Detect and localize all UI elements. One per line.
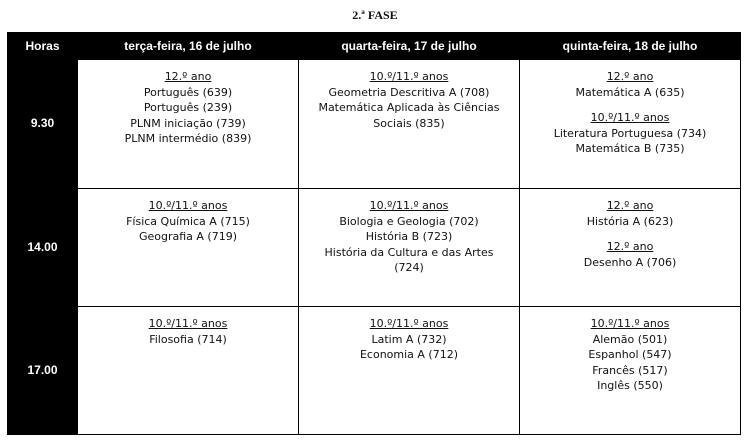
exam-item: Espanhol (547) — [588, 348, 672, 361]
exam-item: Geografia A (719) — [138, 230, 238, 243]
exam-item: Matemática B (735) — [575, 142, 685, 155]
exam-item: Física Química A (715) — [126, 214, 250, 228]
exam-schedule-table — [7, 32, 741, 435]
hours-header: Horas — [8, 33, 78, 60]
time-slot: 9.30 — [8, 60, 78, 189]
day-header-tuesday: terça-feira, 16 de julho — [78, 33, 299, 60]
header-row — [8, 33, 741, 60]
table-row — [8, 60, 741, 189]
year-heading: 10.º/11.º anos — [148, 199, 228, 212]
exam-item: Alemão (501) — [592, 332, 668, 346]
schedule-cell — [299, 189, 520, 307]
table-row — [8, 189, 741, 307]
exam-item: Francês (517) — [592, 363, 668, 377]
year-heading: 10.º/11.º anos — [148, 317, 228, 330]
exam-item: Português (239) — [143, 101, 233, 114]
schedule-cell — [520, 60, 741, 189]
exam-item: (724) — [394, 261, 424, 274]
exam-item: História A (623) — [586, 214, 674, 228]
exam-item: Geometria Descritiva A (708) — [328, 85, 490, 99]
exam-item: Desenho A (706) — [583, 255, 677, 269]
exam-item: Literatura Portuguesa (734) — [553, 126, 707, 140]
time-slot: 17.00 — [8, 307, 78, 435]
exam-item: Sociais (835) — [373, 116, 445, 130]
exam-item: Economia A (712) — [359, 348, 459, 361]
exam-item: Biologia e Geologia (702) — [339, 214, 479, 228]
year-heading: 10.º/11.º anos — [590, 317, 670, 330]
schedule-cell — [299, 60, 520, 189]
schedule-cell — [78, 60, 299, 189]
year-heading: 10.º/11.º anos — [369, 199, 449, 212]
exam-item: Matemática A (635) — [575, 85, 685, 99]
year-heading: 12.º ano — [164, 70, 212, 83]
schedule-cell — [78, 189, 299, 307]
exam-item: História B (723) — [365, 230, 453, 243]
time-slot: 14.00 — [8, 189, 78, 307]
schedule-cell — [78, 307, 299, 435]
exam-item: Português (639) — [143, 85, 233, 99]
exam-item: Matemática Aplicada às Ciências — [318, 101, 500, 114]
day-header-thursday: quinta-feira, 18 de julho — [520, 33, 741, 60]
exam-item: História da Cultura e das Artes — [324, 245, 494, 259]
day-header-wednesday: quarta-feira, 17 de julho — [299, 33, 520, 60]
schedule-cell — [520, 307, 741, 435]
year-heading: 12.º ano — [606, 199, 654, 212]
year-heading: 12.º ano — [606, 240, 654, 253]
page-title: 2.ª FASE — [352, 8, 398, 22]
exam-item: Filosofia (714) — [149, 332, 227, 346]
year-heading: 10.º/11.º anos — [590, 111, 670, 124]
table-row — [8, 307, 741, 435]
exam-item: PLNM intermédio (839) — [124, 132, 252, 145]
exam-item: Inglês (550) — [597, 379, 663, 392]
schedule-cell — [299, 307, 520, 435]
year-heading: 10.º/11.º anos — [369, 70, 449, 83]
exam-item: PLNM iniciação (739) — [130, 116, 246, 130]
exam-item: Latim A (732) — [371, 332, 447, 346]
schedule-cell — [520, 189, 741, 307]
year-heading: 12.º ano — [606, 70, 654, 83]
year-heading: 10.º/11.º anos — [369, 317, 449, 330]
